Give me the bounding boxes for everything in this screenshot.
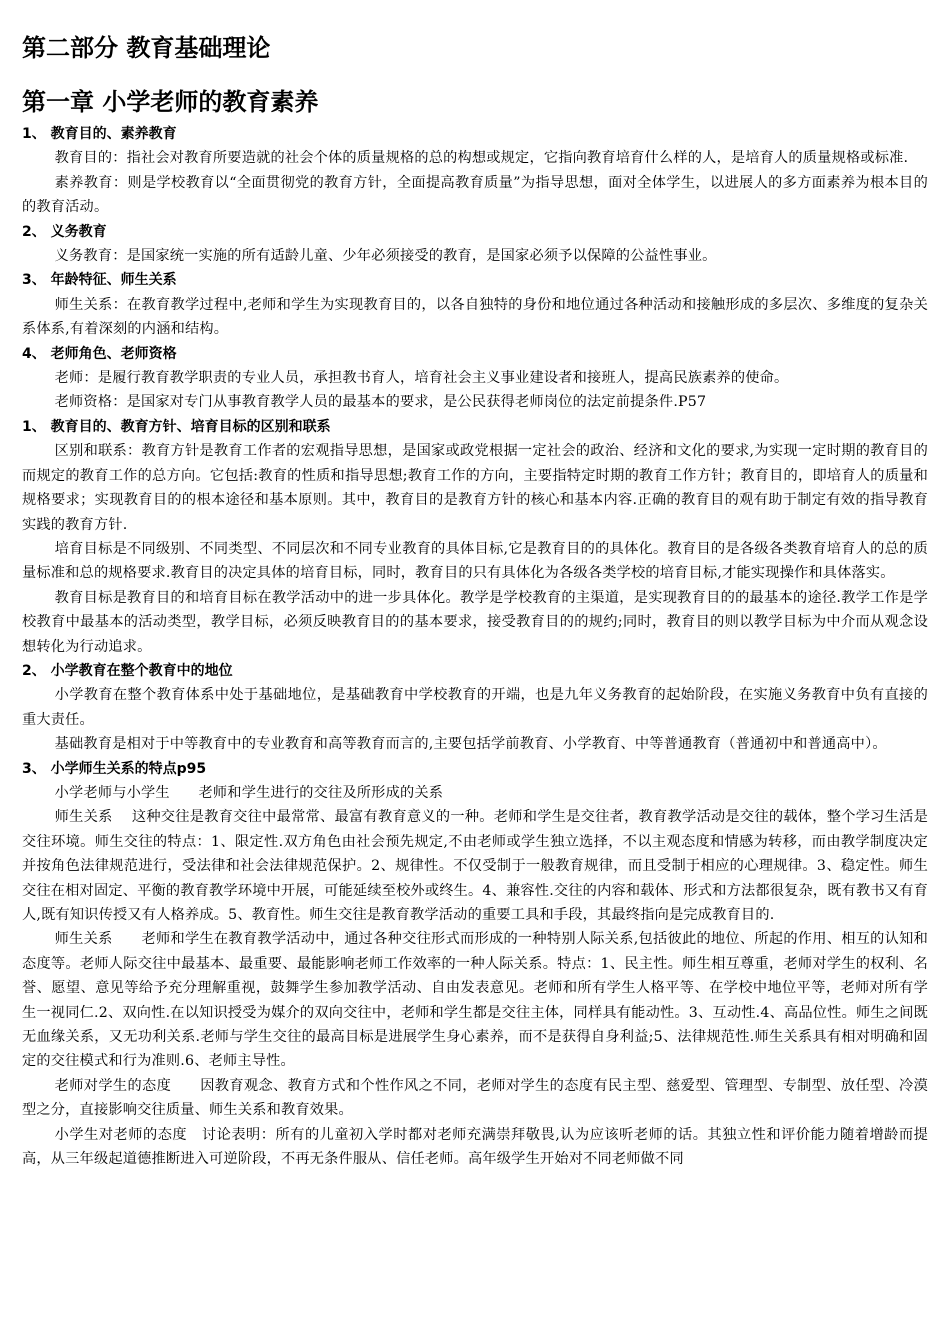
document-body	[22, 122, 928, 1171]
section-heading: 2、 小学教育在整个教育中的地位	[22, 662, 233, 679]
paragraph: 老师：是履行教育教学职责的专业人员，承担教书育人，培育社会主义事业建设者和接班人，提高民族素养的使命。	[54, 370, 789, 387]
section-heading: 2、 义务教育	[22, 223, 107, 240]
paragraph: 区别和联系：教育方针是教育工作者的宏观指导思想，是国家或政党根据一定社会的政治、经济和文化的要求,为实现一定时期的教育目的而规定的教育工作的总方向。它包括:教育的性质和指导思想;教育工作的方向，主要指特定时期的教育工作方针；教育目的，即培育人的质量和规格要求；实现教育目的的根本途径和基本原则。其中，教育目的是教育方针的核心和基本内容.正确的教育目的观有助于制定有效的指导教育实践的教育方针.	[22, 443, 928, 533]
chapter-title: 第一章 小学老师的教育素养	[22, 88, 319, 116]
paragraph: 教育目的：指社会对教育所要造就的社会个体的质量规格的总的构想或规定，它指向教育培育什么样的人，是培育人的质量规格或标准.	[54, 150, 909, 167]
paragraph: 素养教育：则是学校教育以“全面贯彻党的教育方针，全面提高教育质量”为指导思想，面对全体学生，以进展人的多方面素养为根本目的的教育活动。	[22, 174, 928, 216]
section-heading: 4、 老师角色、老师资格	[22, 345, 177, 362]
section-heading: 3、 年龄特征、师生关系	[22, 272, 177, 289]
paragraph: 师生关系 这种交往是教育交往中最常常、最富有教育意义的一种。老师和学生是交往者，教育教学活动是交往的载体，整个学习生活是交往环境。师生交往的特点：1、限定性.双方角色由社会预先规定,不由老师或学生独立选择，不以主观态度和情感为转移，而由教学制度决定并按角色法律规范进行，受法律和社会法律规范保护。2、规律性。不仅受制于一般教育规律，而且受制于相应的心理规律。3、稳定性。师生交往在相对固定、平衡的教育教学环境中开展，可能延续至校外或终生。4、兼容性.交往的内容和载体、形式和方法都很复杂，既有教书又有育人,既有知识传授又有人格养成。5、教育性。师生交往是教育教学活动的重要工具和手段，其最终指向是完成教育目的.	[22, 809, 928, 923]
paragraph: 基础教育是相对于中等教育中的专业教育和高等教育而言的,主要包括学前教育、小学教育、中等普通教育（普通初中和普通高中）。	[54, 736, 887, 753]
paragraph: 师生关系：在教育教学过程中,老师和学生为实现教育目的，以各自独特的身份和地位通过各种活动和接触形成的多层次、多维度的复杂关系体系,有着深刻的内涵和结构。	[22, 296, 928, 338]
paragraph: 老师对学生的态度 因教育观念、教育方式和个性作风之不同，老师对学生的态度有民主型、慈爱型、管理型、专制型、放任型、冷漠型之分，直接影响交往质量、师生关系和教育效果。	[22, 1077, 928, 1119]
section-heading: 1、 教育目的、素养教育	[22, 126, 177, 142]
document-page	[22, 30, 928, 1171]
paragraph: 义务教育：是国家统一实施的所有适龄儿童、少年必须接受的教育，是国家必须予以保障的公益性事业。	[54, 248, 717, 265]
paragraph: 培育目标是不同级别、不同类型、不同层次和不同专业教育的具体目标,它是教育目的的具体化。教育目的是各级各类教育培育人的总的质量标准和总的规格要求.教育目的决定具体的培育目标，同时，教育目的只有具体化为各级各类学校的培育目标,才能实现操作和具体落实。	[22, 540, 928, 582]
paragraph: 小学老师与小学生 老师和学生进行的交往及所形成的关系	[54, 784, 444, 801]
section-heading: 3、 小学师生关系的特点p95	[22, 760, 207, 777]
paragraph: 小学生对老师的态度 讨论表明：所有的儿童初入学时都对老师充满崇拜敬畏,认为应该听老师的话。其独立性和评价能力随着增龄而提高，从三年级起道德推断进入可逆阶段，不再无条件服从、信任老师。高年级学生开始对不同老师做不同	[22, 1126, 928, 1168]
section-heading: 1、 教育目的、教育方针、培育目标的区别和联系	[22, 418, 331, 435]
paragraph: 小学教育在整个教育体系中处于基础地位，是基础教育中学校教育的开端，也是九年义务教育的起始阶段，在实施义务教育中负有直接的重大责任。	[22, 687, 928, 728]
paragraph: 老师资格：是国家对专门从事教育教学人员的最基本的要求，是公民获得老师岗位的法定前提条件.P57	[54, 394, 707, 411]
paragraph: 教育目标是教育目的和培育目标在教学活动中的进一步具体化。教学是学校教育的主渠道，是实现教育目的的最基本的途径.教学工作是学校教育中最基本的活动类型，教学目标，必须反映教育目的的基本要求，接受教育目的的规约;同时，教育目的则以教学目标为中介而从观念设想转化为行动追求。	[22, 589, 928, 655]
part-title: 第二部分 教育基础理论	[22, 34, 271, 62]
paragraph: 师生关系 老师和学生在教育教学活动中，通过各种交往形式而形成的一种特别人际关系,包括彼此的地位、所起的作用、相互的认知和态度等。老师人际交往中最基本、最重要、最能影响老师工作效率的一种人际关系。特点：1、民主性。师生相互尊重，老师对学生的权利、名誉、愿望、意见等给予充分理解重视，鼓舞学生参加教学活动、自由发表意见。老师和所有学生人格平等、在学校中地位平等，老师对所有学生一视同仁.2、双向性.在以知识授受为媒介的双向交往中，老师和学生都是交往主体，同样具有能动性。3、互动性.4、高品位性。师生之间既无血缘关系，又无功利关系.老师与学生交往的最高目标是进展学生身心素养，而不是获得自身利益;5、法律规范性.师生关系具有相对明确和固定的交往模式和行为准则.6、老师主导性。	[22, 931, 928, 1070]
